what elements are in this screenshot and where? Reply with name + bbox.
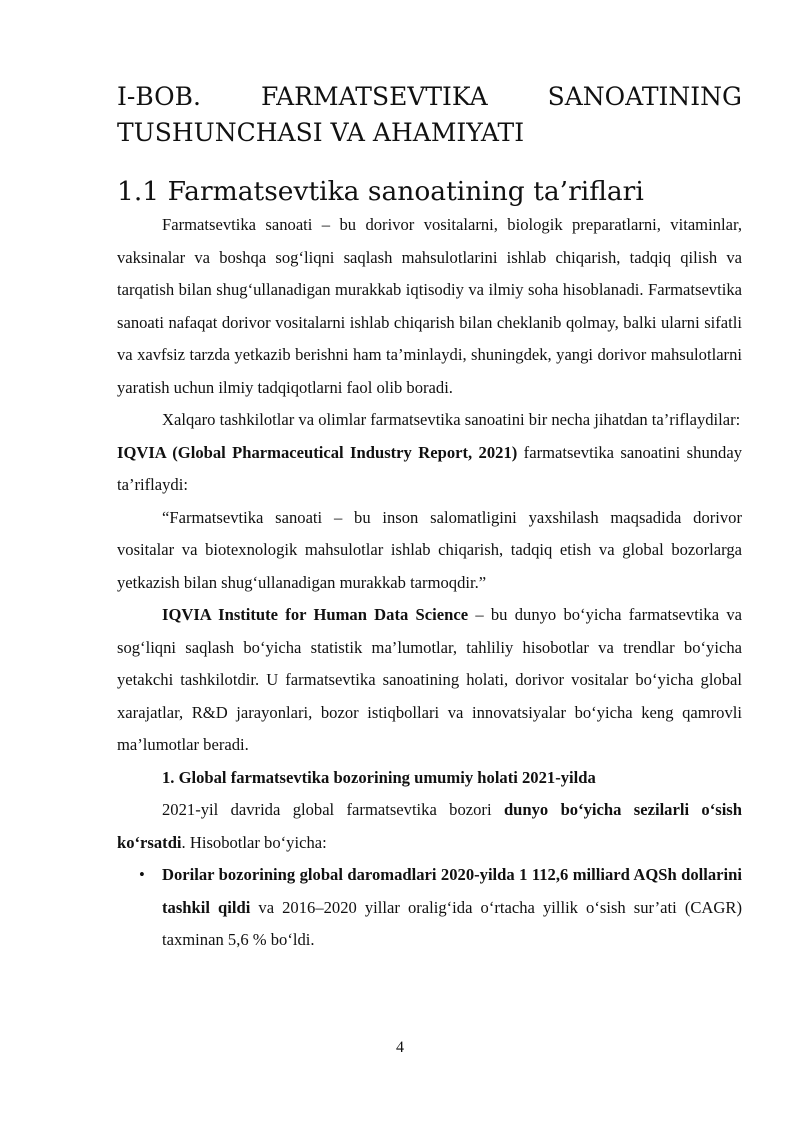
bullet-text: va 2016–2020 yillar oralig‘ida o‘rtacha yillik o‘sish sur’ati (CAGR) taxminan 5,6 % bo‘ldi. xyxy=(162,897,742,949)
chapter-heading-line-1 xyxy=(117,79,742,115)
list-item xyxy=(117,859,742,957)
quote-paragraph: “Farmatsevtika sanoati – bu inson salomatligini yaxshilash maqsadida dorivor vositalar va biotexnologik mahsulotlar ishlab chiqarish, tadqiq etish va global bozorlarga yetkazish bilan shug‘ullanadigan murakkab tarmoqdir.” xyxy=(117,507,742,592)
chapter-number: I-BOB. xyxy=(117,82,201,111)
paragraph-intro: Xalqaro tashkilotlar va olimlar farmatsevtika sanoatini bir necha jihatdan ta’riflaydilar: xyxy=(162,410,741,429)
market-growth-post: . Hisobotlar bo‘yicha: xyxy=(181,832,327,852)
chapter-heading xyxy=(117,79,742,151)
bullet-bold-text: Dorilar bozorining global daromadlari 2020-yilda 1 112,6 milliard AQSh dollarini tashkil qildi xyxy=(162,865,742,917)
iqvia-institute-name: IQVIA Institute for Human Data Science xyxy=(162,605,469,624)
body-text xyxy=(117,209,742,957)
paragraph-market-growth xyxy=(117,794,742,859)
chapter-word-1: FARMATSEVTIKA xyxy=(260,82,488,111)
bullet-symbol: • xyxy=(139,865,145,884)
iqvia-institute-text: – bu dunyo bo‘yicha farmatsevtika va sog‘liqni saqlash bo‘yicha statistik ma’lumotlar, tahliliy hisobotlar va trendlar bo‘yicha yetakchi tashkilotdir. U farmatsevtika sanoatining holati, dorivor vositalar bo‘yicha global xarajatlar, R&D jarayonlari, bozor istiqbollari va innovatsiyalar bo‘yicha keng qamrovli ma’lumotlar beradi. xyxy=(117,605,742,754)
chapter-heading-line-2: TUSHUNCHASI VA AHAMIYATI xyxy=(117,118,525,147)
page-number: 4 xyxy=(396,1039,404,1056)
paragraph-definition: Farmatsevtika sanoati – bu dorivor vositalarni, biologik preparatlarni, vitaminlar, vaksinalar va boshqa sog‘liqni saqlash mahsulotlarini ishlab chiqarish, tadqiq qilish va tarqatish bilan shug‘ullanadigan murakkab iqtisodiy va ilmiy soha hisoblanadi. Farmatsevtika sanoati nafaqat dorivor vositalarni ishlab chiqarish bilan cheklanib qolmay, balki ularni sifatli va xavfsiz tarzda yetkazib berishni ham ta’minlaydi, shuningdek, yangi dorivor mahsulotlarni yaratish uchun ilmiy tadqiqotlarni faol olib boradi. xyxy=(117,215,742,397)
paragraph-iqvia-report xyxy=(117,437,742,502)
section-title: 1.1 Farmatsevtika sanoatining ta’riflari xyxy=(117,176,644,207)
market-growth-bold: dunyo bo‘yicha sezilarli o‘sish ko‘rsatdi xyxy=(117,800,742,852)
paragraph-iqvia-institute xyxy=(117,599,742,762)
iqvia-report-text: farmatsevtika sanoatini shunday ta’riflaydi: xyxy=(117,442,742,494)
iqvia-report-title: IQVIA (Global Pharmaceutical Industry Report, 2021) xyxy=(117,442,518,462)
subheading-global-market: 1. Global farmatsevtika bozorining umumiy holati 2021-yilda xyxy=(162,767,596,787)
chapter-word-2: SANOATINING xyxy=(547,82,742,111)
market-growth-pre: 2021-yil davrida global farmatsevtika bozori xyxy=(162,800,504,819)
